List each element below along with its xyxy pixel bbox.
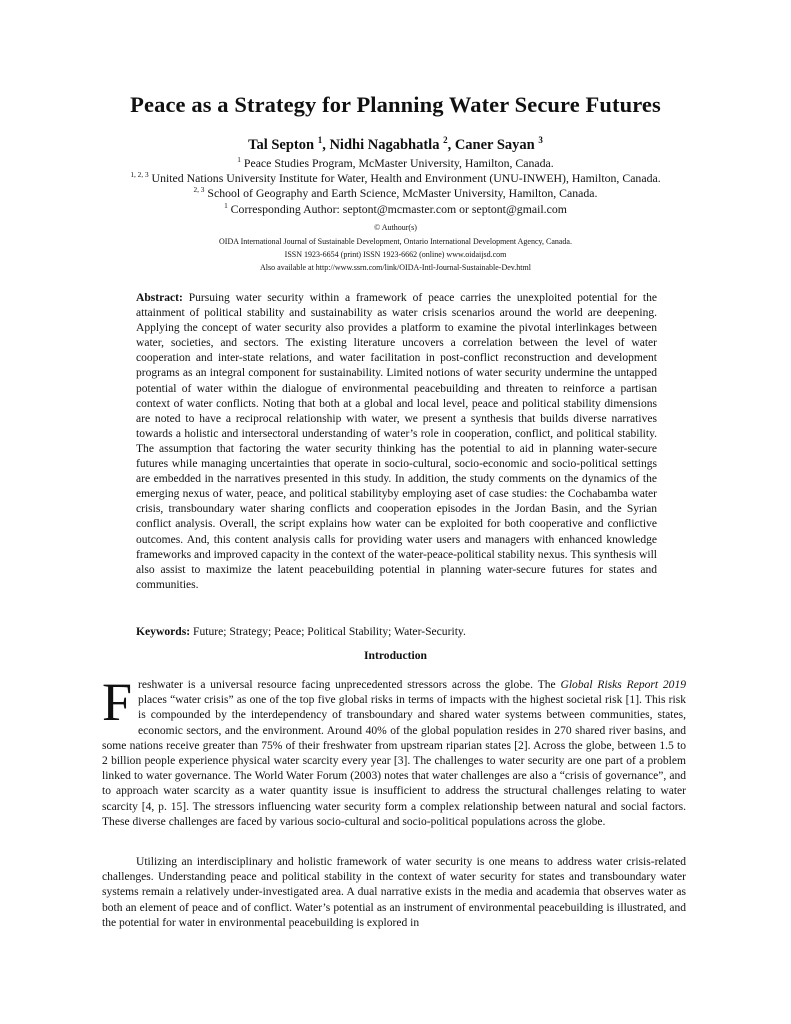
affiliation-sup: 1 xyxy=(237,155,241,165)
intro-paragraph-1 xyxy=(102,672,686,830)
keywords xyxy=(136,625,657,638)
author-sup: 1 xyxy=(317,135,323,146)
intro-text: reshwater is a universal resource facing unprecedented stressors across the globe. The xyxy=(138,679,561,691)
keywords-text: Future; Strategy; Peace; Political Stability; Water-Security. xyxy=(193,625,466,638)
author-line: Tal Septon $^1$, Nidhi Nagabhatla $^2$, Caner Sayan $^3$ xyxy=(248,135,543,153)
affiliation-text: School of Geography and Earth Science, McMaster University, Hamilton, Canada. xyxy=(207,186,598,200)
affiliation-text: Corresponding Author: septont@mcmaster.com or septont@gmail.com xyxy=(230,202,567,216)
intro-italic-text: Global Risks Report 2019 xyxy=(560,679,686,691)
paper-title: Peace as a Strategy for Planning Water Secure Futures xyxy=(130,92,661,117)
abstract xyxy=(136,291,657,593)
affiliation-text: Peace Studies Program, McMaster University, Hamilton, Canada. xyxy=(243,156,554,170)
affiliation-sup: 1 xyxy=(224,201,228,211)
abstract-text: Pursuing water security within a framework of peace carries the unexploited potential for the attainment of political stability and sustainability as water crisis scenarios around the world are deepening. Applying the concept of water security also provides a platform to examine the pivotal interlinkages between water, societies, and sectors. The existing literature uncovers a correlation between the level of water cooperation and inter-state relations, and water facilitation in post-conflict reconstruction and development programs as an integral component for sustainability. Limited notions of water security undermine the untapped potential of water within the dialogue of environmental peacebuilding and threaten to reinforce a partisan context of water conflicts. Noting that both at a global and local level, peace and political stability dimensions are noted to have a reciprocal relationship with water, we present a synthesis that builds diverse narratives towards a holistic and intersectoral understanding of water’s role in cooperation, conflict, and political stability. The assumption that factoring the water security thinking has the potential to aid in planning water-secure futures while managing uncertainties that operate in socio-cultural, socio-economic and socio-political settings are embedded in the narratives presented in this study. In addition, the study comments on the dynamics of the emerging nexus of water, peace, and political stabilityby employing aset of case studies: the Cochabamba water crisis, transboundary water sharing conflicts and cooperation episodes in the Jordan Basin, and the Syrian conflict analysis. Overall, the script explains how water can be exploited for both cooperative and conflictive outcomes. And, this content analysis calls for providing water users and managers with enhanced knowledge frameworks and improved capacity in the context of the water-peace-political stability nexus. This synthesis will also assist to maximize the latent peacebuilding potential in planning water-secure futures for states and communities. xyxy=(136,292,658,591)
author-name: Caner Sayan xyxy=(454,137,535,153)
intro-text: places “water crisis” as one of the top five global risks in terms of impacts with the highest societal risk [1]. This risk is compounded by the interdependency of transboundary and shared water systems between communities, states, economic sectors, and the environment. Around 40% of the global population resides in 270 shared river basins, and some nations receive greater than 75% of their freshwater from upstream riparian states [2]. Across the globe, between 1.5 to 2 billion people experience physical water scarcity every year [3]. The challenges to water security are one part of a problem linked to water governance. The World Water Forum (2003) notes that water challenges are also a “crisis of governance”, and to approach water scarcity as a water quantity issue is insufficient to address the structural challenges relating to water scarcity [4, p. 15]. The stressors influencing water security form a complex relationship between natural and social factors. These diverse challenges are faced by various socio-cultural and socio-political populations across the globe. xyxy=(102,694,686,828)
affiliation-sup: 1, 2, 3 xyxy=(130,170,149,180)
author-name: Nidhi Nagabhatla xyxy=(329,137,440,153)
author-sup: 3 xyxy=(538,135,543,146)
affiliation xyxy=(0,186,791,201)
copyright-notice: © Authour(s) xyxy=(374,223,417,232)
issn-line: ISSN 1923-6654 (print) ISSN 1923-6662 (online) www.oidaijsd.com xyxy=(284,250,507,259)
affiliation xyxy=(0,156,791,171)
author-sup: 2 xyxy=(443,135,448,146)
keywords-label: Keywords: xyxy=(136,625,191,638)
intro-paragraph-2: Utilizing an interdisciplinary and holistic framework of water security is one means to address water crisis-related challenges. Understanding peace and political stability in the context of water security for states and transboundary water systems remain a relatively under-investigated area. A dual narrative exists in the media and academia that observes water as both an element of peace and of conflict. Water’s potential as an instrument of environmental peacebuilding is illustrated, and the potential for water in environmental peacebuilding is explored in xyxy=(102,856,686,929)
author-name: Tal Septon xyxy=(248,137,315,153)
affiliation xyxy=(0,171,791,186)
affiliation-text: United Nations University Institute for Water, Health and Environment (UNU-INWEH), Hamilton, Canada. xyxy=(151,171,661,185)
journal-line: OIDA International Journal of Sustainable Development, Ontario International Development Agency, Canada. xyxy=(219,237,572,246)
section-heading: Introduction xyxy=(364,649,427,662)
availability-link[interactable]: Also available at http://www.ssrn.com/link/OIDA-Intl-Journal-Sustainable-Dev.html xyxy=(260,263,531,272)
abstract-label: Abstract: xyxy=(136,292,183,304)
affiliation-sup: 2, 3 xyxy=(193,185,205,195)
corresponding-author xyxy=(0,202,791,217)
drop-cap: F xyxy=(102,672,133,732)
